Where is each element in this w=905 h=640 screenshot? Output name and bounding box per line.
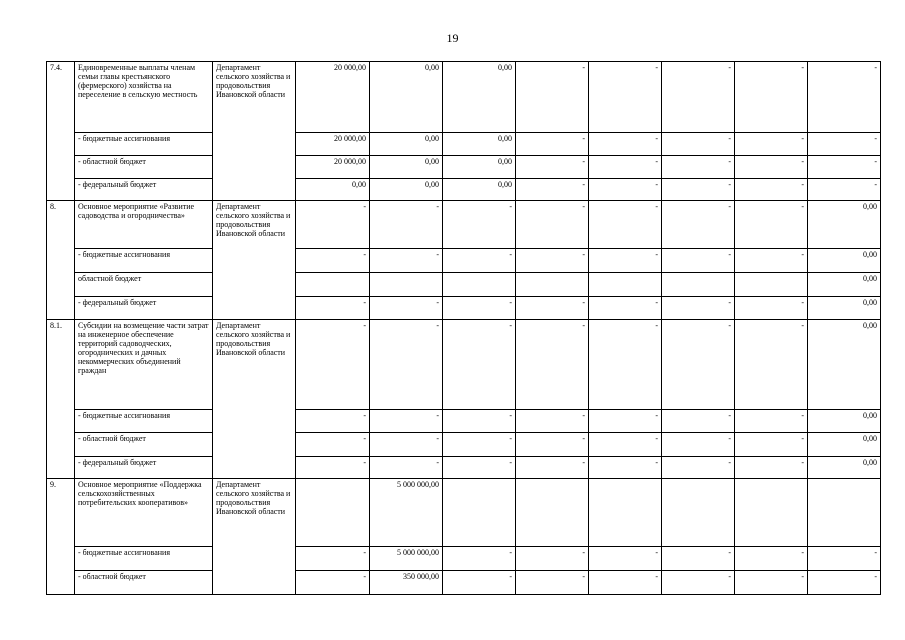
value-cell: - (443, 249, 516, 273)
value-cell: 0,00 (370, 62, 443, 133)
value-cell: - (662, 410, 735, 433)
row-name: - федеральный бюджет (75, 179, 213, 201)
value-cell: - (516, 433, 589, 457)
value-cell: 0,00 (370, 133, 443, 156)
value-cell: - (662, 457, 735, 479)
value-cell: 0,00 (808, 320, 881, 410)
value-cell: 20 000,00 (296, 62, 370, 133)
row-name: областной бюджет (75, 273, 213, 297)
value-cell: - (516, 410, 589, 433)
value-cell (735, 479, 808, 547)
row-code: 8.1. (47, 320, 75, 479)
value-cell: - (589, 457, 662, 479)
row-name: Субсидии на возмещение части затрат на инженерное обеспечение территорий садоводческих, огороднических и дачных некоммерческих объединений граждан (75, 320, 213, 410)
value-cell: - (735, 179, 808, 201)
table-row (47, 156, 881, 179)
value-cell: - (370, 320, 443, 410)
value-cell: - (735, 201, 808, 249)
row-name: - бюджетные ассигнования (75, 249, 213, 273)
value-cell: 0,00 (808, 410, 881, 433)
value-cell: - (589, 433, 662, 457)
value-cell: 0,00 (296, 179, 370, 201)
value-cell: - (735, 410, 808, 433)
value-cell: - (662, 156, 735, 179)
table-row (47, 201, 881, 249)
value-cell: - (589, 571, 662, 595)
value-cell: - (516, 457, 589, 479)
table-row (47, 297, 881, 320)
value-cell: - (296, 201, 370, 249)
value-cell: 0,00 (808, 273, 881, 297)
value-cell: - (443, 297, 516, 320)
row-executor: Департамент сельского хозяйства и продовольствия Ивановской области (213, 320, 296, 479)
value-cell: - (589, 156, 662, 179)
value-cell: - (735, 62, 808, 133)
value-cell: - (808, 571, 881, 595)
value-cell: - (443, 457, 516, 479)
row-code: 9. (47, 479, 75, 595)
value-cell: - (808, 179, 881, 201)
value-cell: 20 000,00 (296, 156, 370, 179)
row-executor: Департамент сельского хозяйства и продовольствия Ивановской области (213, 201, 296, 320)
value-cell: - (589, 62, 662, 133)
table-row (47, 433, 881, 457)
table-row (47, 479, 881, 547)
value-cell: - (735, 156, 808, 179)
value-cell: 350 000,00 (370, 571, 443, 595)
value-cell: - (296, 410, 370, 433)
value-cell: 5 000 000,00 (370, 547, 443, 571)
value-cell: 0,00 (443, 62, 516, 133)
row-name: Основное мероприятие «Развитие садоводства и огородничества» (75, 201, 213, 249)
row-code: 8. (47, 201, 75, 320)
row-executor: Департамент сельского хозяйства и продовольствия Ивановской области (213, 479, 296, 595)
value-cell: - (735, 133, 808, 156)
row-name: - бюджетные ассигнования (75, 547, 213, 571)
value-cell (443, 479, 516, 547)
value-cell: - (589, 133, 662, 156)
value-cell: - (735, 547, 808, 571)
value-cell: - (589, 320, 662, 410)
value-cell: - (370, 249, 443, 273)
value-cell: 0,00 (808, 297, 881, 320)
row-name: Основное мероприятие «Поддержка сельскохозяйственных потребительских кооперативов» (75, 479, 213, 547)
value-cell (589, 479, 662, 547)
value-cell (296, 273, 370, 297)
value-cell: - (662, 297, 735, 320)
value-cell: - (662, 320, 735, 410)
value-cell: - (808, 62, 881, 133)
value-cell: 5 000 000,00 (370, 479, 443, 547)
value-cell: - (808, 547, 881, 571)
value-cell: - (662, 133, 735, 156)
table-row (47, 547, 881, 571)
value-cell: - (296, 571, 370, 595)
table-row (47, 249, 881, 273)
value-cell: - (808, 156, 881, 179)
value-cell: - (516, 201, 589, 249)
value-cell: 20 000,00 (296, 133, 370, 156)
value-cell: 0,00 (443, 133, 516, 156)
value-cell (662, 273, 735, 297)
value-cell: - (443, 433, 516, 457)
value-cell: 0,00 (808, 457, 881, 479)
value-cell: 0,00 (443, 156, 516, 179)
value-cell: - (370, 433, 443, 457)
value-cell (516, 479, 589, 547)
value-cell: - (516, 297, 589, 320)
budget-table (46, 61, 881, 595)
value-cell: - (589, 249, 662, 273)
budget-table-body (47, 62, 881, 595)
value-cell: - (443, 571, 516, 595)
row-name: - областной бюджет (75, 156, 213, 179)
value-cell: - (516, 320, 589, 410)
row-executor: Департамент сельского хозяйства и продовольствия Ивановской области (213, 62, 296, 201)
value-cell: - (443, 410, 516, 433)
value-cell: - (735, 457, 808, 479)
value-cell (808, 479, 881, 547)
value-cell: - (735, 249, 808, 273)
value-cell: - (516, 179, 589, 201)
value-cell: - (662, 571, 735, 595)
value-cell: - (735, 571, 808, 595)
row-name: - федеральный бюджет (75, 457, 213, 479)
value-cell: - (735, 433, 808, 457)
value-cell: 0,00 (808, 201, 881, 249)
value-cell: - (370, 410, 443, 433)
value-cell: - (516, 62, 589, 133)
value-cell: - (589, 547, 662, 571)
value-cell: - (296, 320, 370, 410)
value-cell: - (516, 156, 589, 179)
value-cell: 0,00 (808, 433, 881, 457)
row-name: - областной бюджет (75, 433, 213, 457)
table-row (47, 133, 881, 156)
value-cell: - (370, 457, 443, 479)
value-cell: - (296, 249, 370, 273)
value-cell (370, 273, 443, 297)
value-cell: - (516, 547, 589, 571)
value-cell: - (296, 457, 370, 479)
value-cell: - (662, 547, 735, 571)
value-cell (589, 273, 662, 297)
value-cell: 0,00 (443, 179, 516, 201)
row-name: - бюджетные ассигнования (75, 410, 213, 433)
table-row (47, 62, 881, 133)
value-cell (443, 273, 516, 297)
table-row (47, 273, 881, 297)
value-cell: - (370, 201, 443, 249)
value-cell: - (589, 297, 662, 320)
value-cell: - (443, 201, 516, 249)
page-number: 19 (446, 31, 459, 45)
table-row (47, 179, 881, 201)
table-row (47, 457, 881, 479)
value-cell (516, 273, 589, 297)
value-cell: 0,00 (808, 249, 881, 273)
row-name: - бюджетные ассигнования (75, 133, 213, 156)
value-cell: - (589, 201, 662, 249)
value-cell: - (589, 179, 662, 201)
value-cell: - (296, 433, 370, 457)
value-cell: - (516, 571, 589, 595)
row-name: Единовременные выплаты членам семьи главы крестьянского (фермерского) хозяйства на переселение в сельскую местность (75, 62, 213, 133)
value-cell: - (296, 547, 370, 571)
value-cell: 0,00 (370, 179, 443, 201)
row-name: - областной бюджет (75, 571, 213, 595)
row-code: 7.4. (47, 62, 75, 201)
value-cell (662, 479, 735, 547)
value-cell: - (662, 62, 735, 133)
value-cell: - (662, 179, 735, 201)
value-cell: - (808, 133, 881, 156)
value-cell (296, 479, 370, 547)
value-cell: - (516, 249, 589, 273)
value-cell: - (662, 433, 735, 457)
value-cell: - (662, 201, 735, 249)
row-name: - федеральный бюджет (75, 297, 213, 320)
table-row (47, 410, 881, 433)
value-cell: - (662, 249, 735, 273)
table-row (47, 320, 881, 410)
table-row (47, 571, 881, 595)
value-cell (735, 273, 808, 297)
value-cell: - (443, 547, 516, 571)
value-cell: - (735, 297, 808, 320)
value-cell: - (589, 410, 662, 433)
value-cell: - (443, 320, 516, 410)
value-cell: - (516, 133, 589, 156)
value-cell: - (735, 320, 808, 410)
value-cell: - (296, 297, 370, 320)
value-cell: - (370, 297, 443, 320)
value-cell: 0,00 (370, 156, 443, 179)
